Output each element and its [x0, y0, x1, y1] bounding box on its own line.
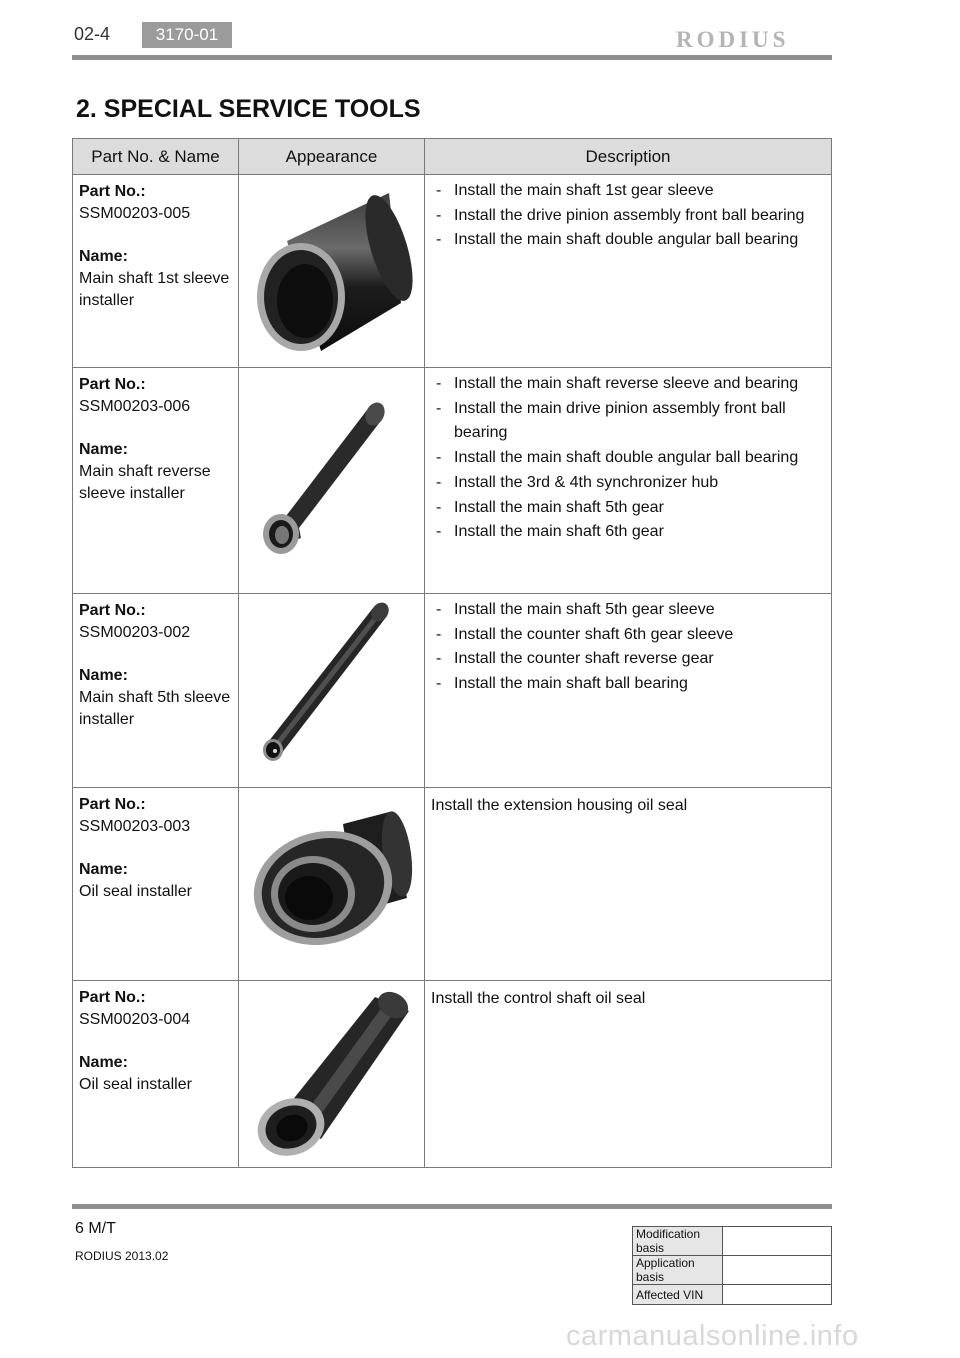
table-row — [73, 368, 832, 594]
part-no-label: Part No.: — [79, 989, 146, 1006]
tapered-oil-seal-installer-icon — [239, 981, 425, 1168]
part-cell — [73, 368, 239, 594]
header-rule — [72, 55, 832, 60]
name-label: Name: — [79, 441, 128, 458]
description-cell — [425, 175, 832, 368]
part-no-label: Part No.: — [79, 376, 146, 393]
part-cell — [73, 175, 239, 368]
name-value: Main shaft 1st sleeve installer — [79, 270, 230, 309]
affected-vin-value — [723, 1285, 832, 1305]
footer-edition: RODIUS 2013.02 — [75, 1249, 169, 1263]
part-no-value: SSM00203-005 — [79, 205, 191, 222]
part-no-value: SSM00203-006 — [79, 398, 191, 415]
part-no-label: Part No.: — [79, 796, 146, 813]
modification-table — [632, 1226, 832, 1305]
header-description: Description — [425, 139, 832, 175]
list-item: - Install the main shaft 6th gear — [431, 520, 825, 545]
section-code-badge: 3170-01 — [142, 22, 232, 48]
affected-vin-label: Affected VIN — [633, 1285, 723, 1305]
list-item: - Install the main shaft 1st gear sleeve — [431, 179, 825, 204]
name-label: Name: — [79, 248, 128, 265]
description-cell — [425, 788, 832, 981]
part-no-value: SSM00203-004 — [79, 1011, 191, 1028]
application-basis-value — [723, 1256, 832, 1285]
brand-logo: RODIUS — [676, 27, 790, 52]
list-item: - Install the 3rd & 4th synchronizer hub — [431, 471, 825, 496]
table-row — [633, 1285, 832, 1305]
list-item: - Install the main shaft ball bearing — [431, 672, 825, 697]
appearance-cell — [239, 594, 425, 788]
list-item: - Install the counter shaft reverse gear — [431, 647, 825, 672]
description-text: Install the control shaft oil seal — [431, 990, 646, 1007]
watermark: carmanualsonline.info — [566, 1320, 859, 1352]
flanged-oil-seal-installer-icon — [239, 788, 425, 981]
footer-section-label: 6 M/T — [75, 1220, 116, 1237]
name-label: Name: — [79, 667, 128, 684]
appearance-cell — [239, 368, 425, 594]
part-no-value: SSM00203-003 — [79, 818, 191, 835]
name-value: Oil seal installer — [79, 1076, 192, 1093]
header-appearance: Appearance — [239, 139, 425, 175]
list-item: - Install the main shaft 5th gear sleeve — [431, 598, 825, 623]
description-cell — [425, 981, 832, 1168]
list-item: - Install the main shaft 5th gear — [431, 496, 825, 521]
table-row — [73, 594, 832, 788]
description-list — [431, 372, 825, 545]
footer-rule — [72, 1204, 832, 1209]
table-row — [73, 788, 832, 981]
appearance-cell — [239, 175, 425, 368]
part-cell — [73, 981, 239, 1168]
page-title: 2. SPECIAL SERVICE TOOLS — [76, 95, 421, 123]
list-item: - Install the main shaft reverse sleeve and bearing — [431, 372, 825, 397]
description-cell — [425, 368, 832, 594]
list-item: - Install the main shaft double angular ball bearing — [431, 228, 825, 253]
table-header-row — [73, 139, 832, 175]
table-row — [73, 175, 832, 368]
modification-basis-value — [723, 1227, 832, 1256]
long-tube-installer-icon — [239, 594, 425, 788]
table-row — [633, 1227, 832, 1256]
name-value: Oil seal installer — [79, 883, 192, 900]
part-cell — [73, 594, 239, 788]
list-item: - Install the main shaft double angular ball bearing — [431, 446, 825, 471]
name-label: Name: — [79, 861, 128, 878]
part-no-value: SSM00203-002 — [79, 624, 191, 641]
page-number: 02-4 — [74, 24, 111, 44]
description-list — [431, 598, 825, 697]
name-value: Main shaft reverse sleeve installer — [79, 463, 211, 502]
part-cell — [73, 788, 239, 981]
appearance-cell — [239, 788, 425, 981]
application-basis-label: Application basis — [633, 1256, 723, 1285]
table-row — [633, 1256, 832, 1285]
description-cell — [425, 594, 832, 788]
part-no-label: Part No.: — [79, 602, 146, 619]
name-value: Main shaft 5th sleeve installer — [79, 689, 231, 728]
description-list — [431, 179, 825, 253]
header-part-no-name: Part No. & Name — [73, 139, 239, 175]
long-flanged-sleeve-installer-icon — [239, 368, 425, 594]
part-no-label: Part No.: — [79, 183, 146, 200]
modification-basis-label: Modification basis — [633, 1227, 723, 1256]
description-text: Install the extension housing oil seal — [431, 797, 688, 814]
table-row — [73, 981, 832, 1168]
appearance-cell — [239, 981, 425, 1168]
short-sleeve-installer-icon — [239, 175, 425, 368]
list-item: - Install the drive pinion assembly front ball bearing — [431, 204, 825, 229]
list-item: - Install the counter shaft 6th gear sleeve — [431, 623, 825, 648]
name-label: Name: — [79, 1054, 128, 1071]
list-item: - Install the main drive pinion assembly front ball bearing — [431, 397, 825, 446]
special-tools-table — [72, 138, 832, 1168]
